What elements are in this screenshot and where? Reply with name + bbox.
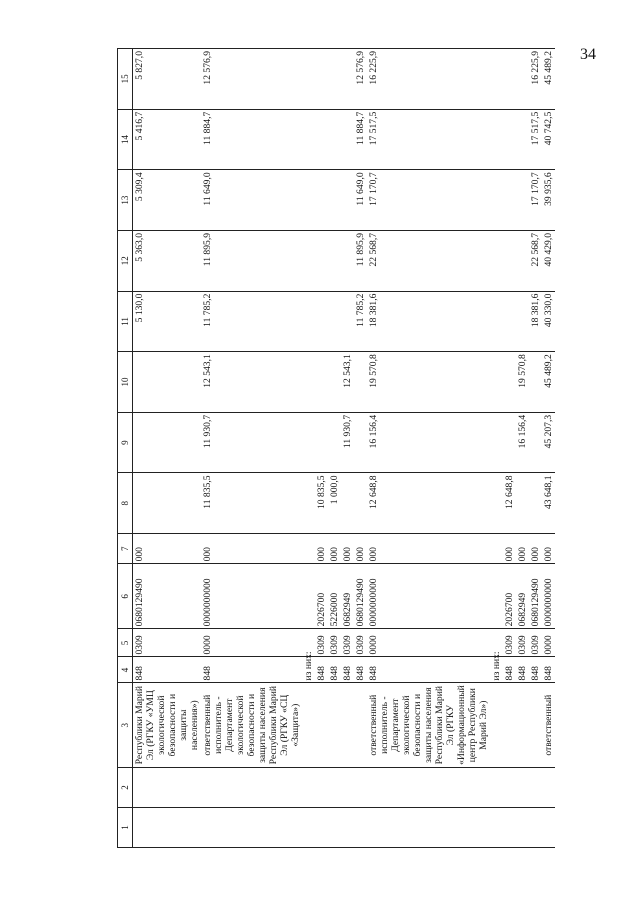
table-cell: 0000	[201, 629, 302, 657]
table-cell	[529, 683, 542, 767]
table-cell: 0680129490	[133, 564, 202, 629]
table-row	[367, 49, 490, 848]
table-cell: 2026700	[503, 564, 516, 629]
table-cell: 848	[503, 657, 516, 683]
table-cell: 0309	[516, 629, 529, 657]
table-cell: 848	[516, 657, 529, 683]
table-cell	[201, 767, 302, 807]
table-cell	[490, 109, 503, 170]
table-cell: 0680129490	[529, 564, 542, 629]
table-cell: 0309	[328, 629, 341, 657]
table-row	[328, 49, 341, 848]
table-cell: 11 884,7	[201, 109, 302, 170]
table-cell: 0000	[542, 629, 555, 657]
table-cell: 000	[133, 534, 202, 564]
table-cell: 11 884,7	[354, 109, 367, 170]
table-cell: 40 330,0	[542, 291, 555, 352]
table-cell: 19 570,8	[367, 352, 490, 413]
table-cell	[516, 230, 529, 291]
table-cell: 000	[201, 534, 302, 564]
table-cell	[315, 170, 328, 231]
column-header: 5	[118, 629, 133, 657]
table-row	[302, 49, 315, 848]
table-cell	[315, 683, 328, 767]
table-cell: 16 156,4	[516, 412, 529, 473]
table-cell: 5 416,7	[133, 109, 202, 170]
table-cell	[315, 49, 328, 110]
table-cell: 0000	[367, 629, 490, 657]
table-cell: ответственный исполнитель - Департамент экологической безопасности и защиты населения Республики Марий Эл (РГКУ «СЦ «Защита»)	[201, 683, 302, 767]
table-cell: 848	[201, 657, 302, 683]
table-cell: 000	[367, 534, 490, 564]
table-cell	[529, 767, 542, 807]
table-cell	[302, 767, 315, 807]
table-cell	[490, 230, 503, 291]
table-cell	[328, 352, 341, 413]
column-header: 6	[118, 564, 133, 629]
table-cell	[341, 767, 354, 807]
table-cell: 0309	[529, 629, 542, 657]
table-cell: 848	[529, 657, 542, 683]
table-cell	[490, 412, 503, 473]
table-cell	[341, 473, 354, 534]
table-cell: 1 000,0	[328, 473, 341, 534]
table-cell	[516, 291, 529, 352]
table-row	[341, 49, 354, 848]
table-cell	[503, 291, 516, 352]
table-cell: 848	[367, 657, 490, 683]
table-cell	[341, 291, 354, 352]
table-row	[354, 49, 367, 848]
table-cell: 000	[328, 534, 341, 564]
table-cell: 5 363,0	[133, 230, 202, 291]
table-cell	[503, 170, 516, 231]
column-header: 2	[118, 767, 133, 807]
table-cell: из них:	[302, 657, 315, 683]
table-header-row	[118, 49, 133, 848]
table-cell: 0682949	[516, 564, 529, 629]
table-body	[133, 49, 556, 848]
table-cell	[302, 230, 315, 291]
table-cell: 18 381,6	[367, 291, 490, 352]
table-row	[542, 49, 555, 848]
table-cell	[302, 291, 315, 352]
table-row	[516, 49, 529, 848]
table-cell	[328, 683, 341, 767]
table-cell: 0000000000	[367, 564, 490, 629]
table-cell: 17 517,5	[367, 109, 490, 170]
table-cell	[529, 807, 542, 847]
table-cell: 2026700	[315, 564, 328, 629]
table-cell: 5 309,4	[133, 170, 202, 231]
table-cell: 848	[133, 657, 202, 683]
column-header: 14	[118, 109, 133, 170]
column-header: 4	[118, 657, 133, 683]
table-cell: 22 568,7	[367, 230, 490, 291]
table-cell: 11 930,7	[341, 412, 354, 473]
table-cell	[367, 767, 490, 807]
table-cell	[503, 352, 516, 413]
table-cell	[503, 109, 516, 170]
table-cell: 45 489,2	[542, 352, 555, 413]
table-cell	[315, 767, 328, 807]
table-cell	[133, 352, 202, 413]
table-cell: 10 835,5	[315, 473, 328, 534]
table-cell	[341, 170, 354, 231]
column-header: 15	[118, 49, 133, 110]
table-cell: 11 649,0	[354, 170, 367, 231]
table-cell	[328, 109, 341, 170]
table-cell	[516, 683, 529, 767]
table-cell: 45 207,3	[542, 412, 555, 473]
table-cell	[354, 807, 367, 847]
table-cell	[542, 767, 555, 807]
table-cell: Республики Марий Эл (РГКУ «УМЦ экологической безопасности и защиты населения»)	[133, 683, 202, 767]
table-cell: 45 489,2	[542, 49, 555, 110]
table-cell	[516, 170, 529, 231]
table-cell: 000	[354, 534, 367, 564]
column-header: 3	[118, 683, 133, 767]
table-cell	[354, 683, 367, 767]
budget-table	[117, 48, 555, 848]
table-cell: 5 827,0	[133, 49, 202, 110]
table-cell	[529, 473, 542, 534]
table-cell	[490, 352, 503, 413]
table-cell: 848	[354, 657, 367, 683]
table-row	[315, 49, 328, 848]
table-cell	[315, 807, 328, 847]
table-cell	[328, 291, 341, 352]
table-row	[490, 49, 503, 848]
table-cell: ответственный исполнитель - Департамент экологической безопасности и защиты населения Республики Марий Эл (РГКУ «Информационный центр Республики Марий Эл»)	[367, 683, 490, 767]
table-cell	[503, 412, 516, 473]
table-cell	[516, 473, 529, 534]
column-header: 1	[118, 807, 133, 847]
table-cell	[516, 807, 529, 847]
rotated-table-container	[117, 48, 629, 848]
table-cell	[490, 170, 503, 231]
table-cell: 11 835,5	[201, 473, 302, 534]
table-cell	[490, 534, 503, 564]
column-header: 8	[118, 473, 133, 534]
table-cell: 12 648,8	[503, 473, 516, 534]
table-cell	[315, 291, 328, 352]
table-cell: 19 570,8	[516, 352, 529, 413]
table-cell	[133, 767, 202, 807]
table-cell: 16 225,9	[529, 49, 542, 110]
table-cell	[302, 49, 315, 110]
table-cell: 0682949	[341, 564, 354, 629]
table-cell: 0309	[341, 629, 354, 657]
table-cell	[133, 412, 202, 473]
table-cell	[302, 170, 315, 231]
table-cell	[302, 807, 315, 847]
table-cell	[367, 807, 490, 847]
table-cell	[315, 109, 328, 170]
table-cell	[503, 767, 516, 807]
table-cell: 5226000	[328, 564, 341, 629]
table-cell	[328, 807, 341, 847]
table-cell	[302, 683, 315, 767]
table-cell	[341, 807, 354, 847]
table-cell	[490, 473, 503, 534]
table-cell	[328, 49, 341, 110]
table-cell: 17 170,7	[529, 170, 542, 231]
table-cell: 848	[542, 657, 555, 683]
table-cell	[302, 412, 315, 473]
table-cell: 12 648,8	[367, 473, 490, 534]
table-cell	[354, 412, 367, 473]
table-cell	[302, 564, 315, 629]
table-cell: 16 156,4	[367, 412, 490, 473]
column-header: 11	[118, 291, 133, 352]
table-cell	[341, 230, 354, 291]
table-cell: 000	[516, 534, 529, 564]
table-cell: 848	[315, 657, 328, 683]
table-cell: 12 576,9	[354, 49, 367, 110]
table-cell: 0000000000	[201, 564, 302, 629]
table-cell	[315, 352, 328, 413]
table-cell	[328, 230, 341, 291]
table-cell	[516, 49, 529, 110]
table-cell: 11 930,7	[201, 412, 302, 473]
column-header: 12	[118, 230, 133, 291]
table-cell	[542, 807, 555, 847]
table-cell	[328, 412, 341, 473]
table-cell: 0309	[503, 629, 516, 657]
table-cell	[302, 534, 315, 564]
table-cell	[503, 230, 516, 291]
table-cell	[529, 412, 542, 473]
table-cell	[490, 767, 503, 807]
table-cell: 000	[529, 534, 542, 564]
table-cell: 17 517,5	[529, 109, 542, 170]
table-cell: 0000000000	[542, 564, 555, 629]
table-cell: 000	[315, 534, 328, 564]
table-cell: 5 130,0	[133, 291, 202, 352]
table-cell: ответственный	[542, 683, 555, 767]
table-cell	[503, 683, 516, 767]
table-cell: 000	[503, 534, 516, 564]
table-cell	[529, 352, 542, 413]
table-row	[133, 49, 202, 848]
table-cell	[201, 807, 302, 847]
table-cell	[490, 564, 503, 629]
table-cell	[354, 767, 367, 807]
table-cell	[133, 473, 202, 534]
table-cell	[315, 230, 328, 291]
column-header: 10	[118, 352, 133, 413]
column-header: 13	[118, 170, 133, 231]
table-cell	[302, 352, 315, 413]
table-cell	[490, 683, 503, 767]
table-cell	[328, 767, 341, 807]
table-cell: 40 429,0	[542, 230, 555, 291]
table-cell: 11 785,2	[354, 291, 367, 352]
table-cell: 18 381,6	[529, 291, 542, 352]
table-cell	[341, 109, 354, 170]
table-cell	[490, 807, 503, 847]
table-cell: 12 543,1	[201, 352, 302, 413]
table-cell: 11 785,2	[201, 291, 302, 352]
table-cell: из них:	[490, 657, 503, 683]
table-cell: 39 935,6	[542, 170, 555, 231]
table-cell	[490, 291, 503, 352]
table-cell: 0680129490	[354, 564, 367, 629]
table-cell	[328, 170, 341, 231]
table-cell	[516, 109, 529, 170]
table-cell: 16 225,9	[367, 49, 490, 110]
table-row	[201, 49, 302, 848]
table-cell	[503, 807, 516, 847]
table-cell: 0309	[315, 629, 328, 657]
table-cell: 12 576,9	[201, 49, 302, 110]
table-cell: 11 895,9	[201, 230, 302, 291]
table-cell	[133, 807, 202, 847]
column-header: 7	[118, 534, 133, 564]
table-cell	[354, 352, 367, 413]
table-cell: 40 742,5	[542, 109, 555, 170]
table-cell: 22 568,7	[529, 230, 542, 291]
table-cell: 11 895,9	[354, 230, 367, 291]
column-header: 9	[118, 412, 133, 473]
table-row	[503, 49, 516, 848]
table-row	[529, 49, 542, 848]
table-cell: 848	[341, 657, 354, 683]
table-cell	[341, 49, 354, 110]
table-cell	[354, 473, 367, 534]
table-cell	[302, 109, 315, 170]
table-cell: 0309	[354, 629, 367, 657]
table-cell: 43 648,1	[542, 473, 555, 534]
table-cell: 0309	[133, 629, 202, 657]
table-cell: 17 170,7	[367, 170, 490, 231]
table-cell	[315, 412, 328, 473]
table-cell: 000	[542, 534, 555, 564]
table-cell	[341, 683, 354, 767]
table-cell: 000	[341, 534, 354, 564]
table-cell	[503, 49, 516, 110]
table-cell: 11 649,0	[201, 170, 302, 231]
table-cell: 12 543,1	[341, 352, 354, 413]
table-cell	[490, 49, 503, 110]
table-cell: 848	[328, 657, 341, 683]
page-number: 34	[580, 46, 596, 63]
table-cell	[302, 473, 315, 534]
table-cell	[516, 767, 529, 807]
